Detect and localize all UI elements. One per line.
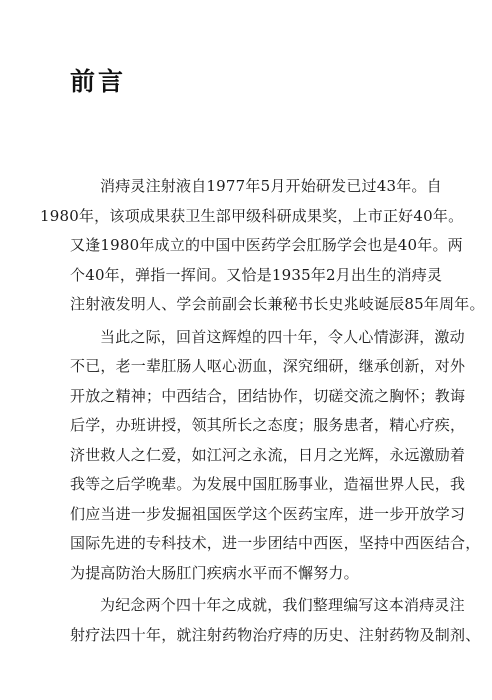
text-line: 国际先进的专科技术，进一步团结中西医，坚持中西医结合，: [70, 534, 481, 552]
text-line: 注射液发明人、学会前副会长兼秘书长史兆岐诞辰85年周年。: [70, 295, 485, 313]
text-line: 个40年，弹指一挥间。又恰是1935年2月出生的消痔灵: [70, 265, 443, 284]
page-title: 前言: [70, 67, 127, 96]
text-line: 开放之精神；中西结合，团结协作，切磋交流之胸怀；教诲: [70, 386, 466, 405]
text-line: 我等之后学晚辈。为发展中国肛肠事业，造福世界人民，我: [70, 475, 466, 493]
text-line: 1980年，该项成果获卫生部甲级科研成果奖，上市正好40年。: [40, 206, 464, 225]
paragraph-1: [40, 172, 485, 320]
body-text: [40, 172, 485, 653]
text-line: 射疗法四十年，就注射药物治疗痔的历史、注射药物及制剂、: [70, 625, 481, 644]
paragraph-3: [70, 591, 481, 650]
text-line: 为提高防治大肠肛门疾病水平而不懈努力。: [70, 563, 359, 582]
text-line: 们应当进一步发掘祖国医学这个医药宝库，进一步开放学习: [70, 504, 466, 523]
text-line: 为纪念两个四十年之成就，我们整理编写这本消痔灵注: [100, 596, 465, 614]
text-line: 消痔灵注射液自1977年5月开始研发已过43年。自: [100, 177, 442, 195]
paragraph-2: [70, 323, 481, 589]
text-line: 济世救人之仁爱，如江河之永流，日月之光辉，永远激励着: [70, 445, 466, 464]
text-line: 后学，办班讲授，领其所长之态度；服务患者，精心疗疾，: [70, 416, 466, 434]
text-line: 当此之际，回首这辉煌的四十年，令人心情澎湃，激动: [100, 327, 465, 346]
text-line: 又逢1980年成立的中国中医药学会肛肠学会也是40年。两: [70, 236, 463, 254]
text-line: 不已，老一辈肛肠人呕心沥血，深究细研，继承创新，对外: [70, 357, 466, 375]
